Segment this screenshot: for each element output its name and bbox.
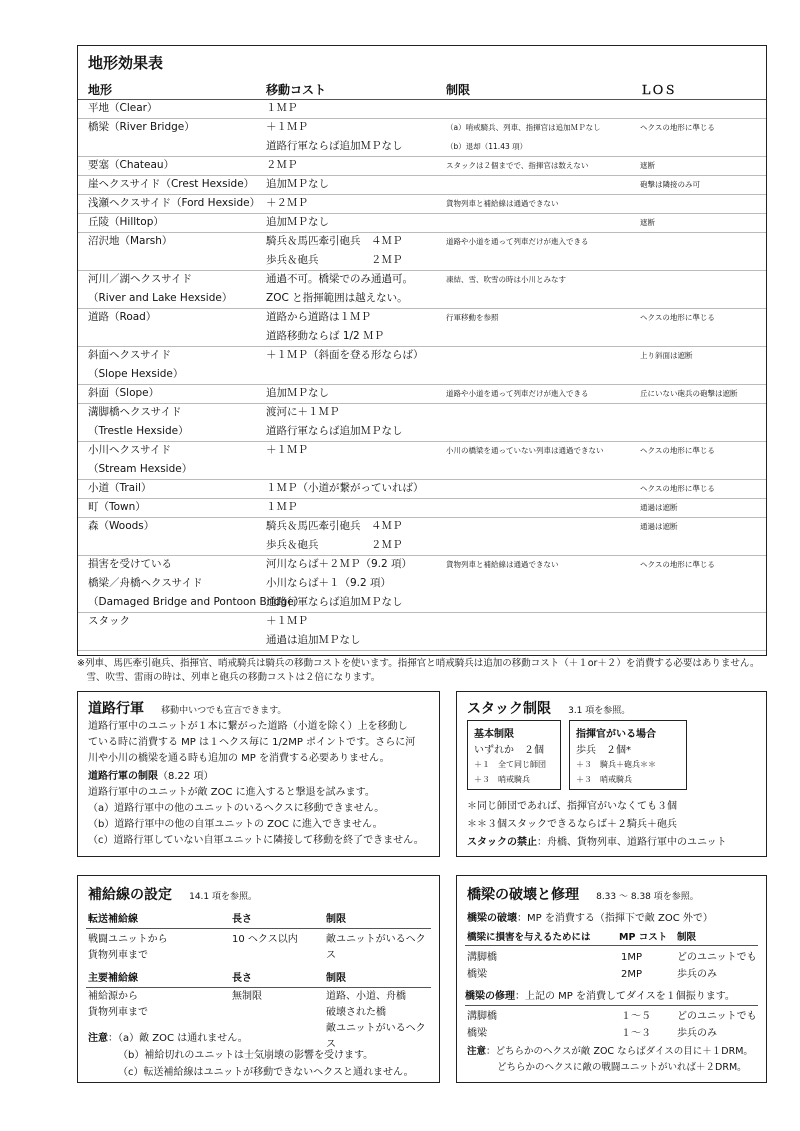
table-row	[78, 498, 766, 518]
supply-note-line: （c）転送補給線はユニットが移動できないヘクスと通れません。	[118, 1067, 414, 1078]
bridge-destroy-text: ：MP を消費する（指揮下で敵 ZOC 外で）	[517, 913, 713, 924]
commander-limit-item: ＋３ 哨戒騎兵	[576, 775, 632, 784]
los-cell	[640, 346, 693, 365]
table-row	[78, 270, 766, 309]
cost-cell-line: 渡河に＋１ＭＰ	[266, 406, 340, 418]
restriction-cell-line: 道路や小道を通って列車だけが進入できる	[446, 389, 589, 398]
terrain-cell	[88, 175, 254, 194]
road-march-limit-ref: （8.22 項）	[158, 771, 214, 782]
terrain-cell-line: 丘陵（Hilltop）	[88, 216, 164, 228]
table-row	[78, 232, 766, 271]
bridge-notes	[467, 1044, 753, 1076]
cost-cell-line: 追加ＭＰなし	[266, 216, 329, 228]
cost-cell-line: ２ＭＰ	[266, 159, 298, 171]
terrain-cell-line: 損害を受けている	[88, 558, 172, 570]
cost-cell-line: 歩兵＆砲兵 ２ＭＰ	[266, 539, 403, 551]
restriction-cell	[446, 384, 589, 403]
terrain-cell	[88, 403, 189, 441]
terrain-cell-line: 小道（Trail）	[88, 482, 152, 494]
los-cell	[640, 479, 715, 498]
terrain-footnote	[77, 657, 777, 685]
bridge-note-line: どちらかのヘクスに敵の戦闘ユニットがいれば＋２DRM。	[497, 1062, 747, 1073]
table-row	[78, 479, 766, 499]
supply-note-line: ：（a）敵 ZOC は通れません。	[108, 1033, 248, 1044]
footnote-line: ※列車、馬匹牽引砲兵、指揮官、哨戒騎兵は騎兵の移動コストを使います。指揮官と哨戒騎兵は追加の移動コスト（＋１or＋２）を消費する必要はありません。	[77, 658, 760, 669]
terrain-cell-line: 沼沢地（Marsh）	[88, 235, 173, 247]
restriction-cell	[446, 555, 559, 574]
table-row	[78, 156, 766, 176]
terrain-cell	[88, 384, 159, 403]
terrain-cell	[88, 479, 151, 498]
terrain-cell	[88, 517, 154, 536]
stack-footnote: ＊同じ師団であれば、指揮官がいなくても３個	[467, 801, 677, 812]
cost-cell	[266, 156, 298, 175]
bridge-title: 橋梁の破壊と修理	[467, 887, 579, 903]
terrain-cell	[88, 118, 195, 137]
cost-cell-line: ＋１ＭＰ	[266, 615, 308, 627]
bridge-cell: 1MP	[621, 952, 643, 963]
cost-cell-line: 道路移動ならば 1/2 ＭＰ	[266, 330, 385, 342]
restriction-cell-line: 凍結、雪、吹雪の時は小川とみなす	[446, 275, 566, 284]
los-cell-line: ヘクスの地形に準じる	[640, 484, 715, 493]
los-cell	[640, 498, 678, 517]
table-row	[78, 517, 766, 556]
restriction-cell-line: スタックは２個までで、指揮官は数えない	[446, 161, 589, 170]
cost-cell	[266, 270, 413, 308]
bridge-repair-rows	[467, 1008, 758, 1042]
cost-cell-line: 騎兵＆馬匹牽引砲兵 ４ＭＰ	[266, 235, 403, 247]
los-cell-line: 通過は遮断	[640, 503, 678, 512]
terrain-cell-line: （Trestle Hexside）	[88, 425, 189, 437]
road-march-limit-text: 道路行軍中のユニットが敵 ZOC に進入すると撃退を試みます。	[88, 787, 375, 798]
bridge-cell: 2MP	[621, 969, 643, 980]
cost-cell-line: ZOC と指揮範囲は越えない。	[266, 292, 408, 304]
bridge-cell: どのユニットでも	[677, 1011, 757, 1022]
cost-cell-line: １ＭＰ（小道が繋がっていれば）	[266, 482, 424, 494]
los-cell-line: 遮断	[640, 161, 655, 170]
supply-cell: 道路、小道、舟橋	[326, 991, 406, 1002]
restriction-cell-line: （b）退却（11.43 項）	[446, 142, 528, 151]
road-march-note: 移動中いつでも宣言できます。	[161, 706, 287, 716]
header-restriction: 制限	[446, 83, 471, 97]
table-row	[78, 175, 766, 195]
restriction-cell	[446, 232, 589, 251]
cost-cell-line: 河川ならば＋２ＭＰ（9.2 項）	[266, 558, 413, 570]
terrain-cell-line: 崖ヘクスサイド（Crest Hexside）	[88, 178, 255, 190]
cost-cell	[266, 517, 403, 555]
terrain-cell	[88, 270, 232, 308]
bridge-cell: 溝脚橋	[467, 1011, 497, 1022]
supply-notes-label: 注意	[88, 1033, 108, 1044]
col-restriction: 制限	[677, 932, 697, 943]
basic-limit-item: いずれか ２個	[474, 745, 544, 756]
terrain-cell	[88, 441, 192, 479]
cost-cell-line: １ＭＰ	[266, 102, 298, 114]
los-cell	[640, 156, 655, 175]
main-supply-header	[86, 969, 431, 988]
supply-notes	[88, 1030, 414, 1081]
basic-limit-item: ＋１ 全て同じ師団	[474, 760, 546, 769]
terrain-cell-line: 河川／湖ヘクスサイド	[88, 273, 192, 285]
cost-cell	[266, 403, 403, 441]
terrain-cell	[88, 232, 172, 251]
bridge-note: 8.33 ～ 8.38 項を参照。	[596, 892, 699, 902]
road-march-text: 道路行軍中のユニットが１本に繋がった道路（小道を除く）上を移動し	[88, 721, 408, 732]
terrain-cell-line: （Slope Hexside）	[88, 368, 184, 380]
bridge-cell: 溝脚橋	[467, 952, 497, 963]
road-march-limit-text: （b）道路行軍中の他の自軍ユニットの ZOC に進入できません。	[88, 819, 383, 830]
bridge-damage-header	[465, 929, 758, 946]
cost-cell	[266, 384, 329, 403]
bridge-repair-text: ：上記の MP を消費してダイスを１個振ります。	[515, 991, 735, 1002]
supply-cell: 貨物列車まで	[88, 950, 148, 961]
terrain-cell-line: 溝脚橋ヘクスサイド	[88, 406, 182, 418]
restriction-cell-line: （a）哨戒騎兵、列車、指揮官は追加ＭＰなし	[446, 123, 601, 132]
cost-cell	[266, 612, 361, 650]
table-row	[78, 308, 766, 347]
restriction-cell-line: 行軍移動を参照	[446, 313, 499, 322]
col-restriction: 制限	[326, 914, 346, 925]
terrain-cell	[88, 612, 130, 631]
terrain-table-title: 地形効果表	[88, 54, 164, 72]
road-march-limit-text: （a）道路行軍中の他のユニットのいるヘクスに移動できません。	[88, 803, 385, 814]
header-cost: 移動コスト	[266, 83, 327, 97]
road-march-box	[77, 691, 440, 857]
terrain-cell-line: 町（Town）	[88, 501, 146, 513]
bridge-cell: 橋梁	[467, 1028, 487, 1039]
los-cell-line: ヘクスの地形に準じる	[640, 446, 715, 455]
los-cell-line: 上り斜面は遮断	[640, 351, 693, 360]
col-damage: 橋梁に損害を与えるためには	[467, 932, 591, 943]
header-terrain: 地形	[88, 83, 113, 97]
table-row	[467, 1025, 758, 1042]
terrain-cell-line: 橋梁／舟橋ヘクスサイド	[88, 577, 203, 589]
los-cell-line: 通過は遮断	[640, 522, 678, 531]
terrain-cell-line: （River and Lake Hexside）	[88, 292, 233, 304]
road-march-limit-title: 道路行軍の制限	[88, 771, 158, 782]
terrain-effects-table	[77, 45, 767, 656]
supply-note: 14.1 項を参照。	[189, 892, 257, 902]
cost-cell-line: 通過は追加ＭＰなし	[266, 634, 361, 646]
header-los: ＬＯＳ	[640, 83, 677, 97]
restriction-cell-line: 貨物列車と補給線は通過できない	[446, 199, 559, 208]
stack-note: 3.1 項を参照。	[568, 706, 631, 716]
supply-cell: 破壊された橋	[326, 1007, 386, 1018]
commander-limit-item: 歩兵 ２個*	[576, 745, 631, 756]
table-row	[78, 612, 766, 651]
bridge-notes-label: 注意	[467, 1046, 487, 1057]
los-cell	[640, 555, 715, 574]
road-march-text: 川や小川の橋梁を通る時も追加の MP を消費する必要ありません。	[88, 753, 390, 764]
cost-cell-line: 騎兵＆馬匹牽引砲兵 ４ＭＰ	[266, 520, 403, 532]
supply-title: 補給線の設定	[88, 887, 172, 903]
col-restriction: 制限	[326, 973, 346, 984]
basic-limit-box	[467, 720, 561, 790]
cost-cell	[266, 194, 308, 213]
bridge-cell: １～３	[621, 1028, 651, 1039]
restriction-cell-line: 小川の橋梁を通っていない列車は通過できない	[446, 446, 604, 455]
col-length: 長さ	[232, 914, 252, 925]
terrain-cell-line: 浅瀬ヘクスサイド（Ford Hexside）	[88, 197, 261, 209]
cost-cell-line: ＋１ＭＰ	[266, 444, 308, 456]
supply-cell: 10 ヘクス以内	[232, 934, 298, 945]
cost-cell-line: ＋２ＭＰ	[266, 197, 308, 209]
supply-cell: 無制限	[232, 991, 262, 1002]
supply-cell: 補給源から	[88, 991, 138, 1002]
terrain-cell	[88, 346, 183, 384]
bridge-cell: １～５	[621, 1011, 651, 1022]
stack-ban-text: ：舟橋、貨物列車、道路行軍中のユニット	[537, 837, 727, 848]
cost-cell-line: 追加ＭＰなし	[266, 178, 329, 190]
restriction-cell	[446, 194, 559, 213]
cost-cell-line: 小川ならば＋１（9.2 項）	[266, 577, 392, 589]
los-cell-line: 遮断	[640, 218, 655, 227]
terrain-cell-line: 斜面ヘクスサイド	[88, 349, 171, 361]
road-march-text: ている時に消費する MP は１ヘクス毎に 1/2MP ポイントです。さらに河	[88, 737, 416, 748]
los-cell-line: ヘクスの地形に準じる	[640, 123, 715, 132]
bridge-damage-rows	[467, 949, 758, 983]
cost-cell-line: １ＭＰ	[266, 501, 298, 513]
bridge-cell: 橋梁	[467, 969, 487, 980]
terrain-cell	[88, 308, 156, 327]
cost-cell	[266, 99, 298, 118]
stack-footnote: ＊＊３個スタックできるならば＋２騎兵＋砲兵	[467, 819, 677, 830]
cost-cell	[266, 441, 308, 460]
supply-cell: 敵ユニットがいるヘクス	[326, 1023, 426, 1050]
terrain-cell	[88, 194, 260, 213]
restriction-cell	[446, 156, 588, 175]
terrain-cell	[88, 99, 157, 118]
cost-cell-line: ＋１ＭＰ（斜面を登る形ならば）	[266, 349, 424, 361]
restriction-cell	[446, 441, 604, 460]
bridge-cell: どのユニットでも	[677, 952, 757, 963]
bridge-repair-label: 橋梁の修理	[465, 991, 515, 1002]
los-cell	[640, 441, 715, 460]
cost-cell	[266, 498, 298, 517]
cost-cell	[266, 308, 384, 346]
terrain-cell-line: 要塞（Chateau）	[88, 159, 175, 171]
footnote-line: 雪、吹雪、雷雨の時は、列車と砲兵の移動コストは２倍になります。	[77, 672, 381, 683]
col-main: 主要補給線	[88, 973, 138, 984]
terrain-cell-line: （Damaged Bridge and Pontoon Bridge）	[88, 596, 305, 608]
los-cell-line: 丘にいない砲兵の砲撃は遮断	[640, 389, 738, 398]
terrain-cell-line: 小川ヘクスサイド	[88, 444, 171, 456]
table-row	[467, 1008, 758, 1025]
los-cell	[640, 175, 700, 194]
los-cell	[640, 213, 655, 232]
commander-limit-title: 指揮官がいる場合	[576, 729, 656, 740]
terrain-cell	[88, 156, 174, 175]
cost-cell	[266, 479, 424, 498]
road-march-title: 道路行軍	[88, 701, 144, 717]
commander-limit-item: ＋３ 騎兵＋砲兵＊＊	[576, 760, 656, 769]
cost-cell	[266, 213, 329, 232]
stack-ban-label: スタックの禁止	[467, 837, 537, 848]
table-row	[78, 403, 766, 442]
table-row	[78, 555, 766, 613]
bridge-note-line: ：どちらかのヘクスが敵 ZOC ならばダイスの目に＋１DRM。	[486, 1046, 753, 1057]
table-row	[467, 966, 758, 983]
cost-cell-line: 追加ＭＰなし	[266, 387, 329, 399]
bridge-cell: 歩兵のみ	[677, 969, 717, 980]
road-march-limit-text: （c）道路行軍していない自軍ユニットに隣接して移動を終了できません。	[88, 835, 424, 846]
terrain-cell-line: 斜面（Slope）	[88, 387, 160, 399]
table-row	[78, 384, 766, 404]
cost-cell	[266, 118, 403, 156]
transfer-supply-header	[86, 910, 431, 929]
terrain-cell-line: 森（Woods）	[88, 520, 155, 532]
col-transfer: 転送補給線	[88, 914, 138, 925]
bridge-destroy-label: 橋梁の破壊	[467, 913, 517, 924]
los-cell-line: ヘクスの地形に準じる	[640, 313, 715, 322]
supply-note-line: （b）補給切れのユニットは士気崩壊の影響を受けます。	[118, 1050, 374, 1061]
table-row	[78, 118, 766, 157]
terrain-cell-line: （Stream Hexside）	[88, 463, 193, 475]
terrain-cell	[88, 213, 164, 232]
cost-cell-line: 歩兵＆砲兵 ２ＭＰ	[266, 254, 403, 266]
basic-limit-title: 基本制限	[474, 729, 514, 740]
bridge-repair-line	[465, 987, 758, 1006]
cost-cell-line: ＋１ＭＰ	[266, 121, 308, 133]
basic-limit-item: ＋３ 哨戒騎兵	[474, 775, 530, 784]
col-length: 長さ	[232, 973, 252, 984]
table-row	[78, 346, 766, 385]
bridge-box	[456, 875, 767, 1083]
terrain-table-header	[78, 79, 766, 100]
restriction-cell	[446, 308, 499, 327]
commander-limit-box	[569, 720, 687, 790]
col-mp-cost: MP コスト	[619, 932, 668, 943]
cost-cell-line: 道路行軍ならば追加ＭＰなし	[266, 425, 403, 437]
stack-limit-box	[456, 691, 767, 857]
los-cell	[640, 118, 715, 137]
restriction-cell	[446, 270, 566, 289]
cost-cell-line: 道路行軍ならば追加ＭＰなし	[266, 596, 403, 608]
terrain-cell-line: 平地（Clear）	[88, 102, 158, 114]
bridge-cell: 歩兵のみ	[677, 1028, 717, 1039]
table-row	[78, 194, 766, 214]
cost-cell	[266, 346, 424, 365]
terrain-cell-line: 橋梁（River Bridge）	[88, 121, 195, 133]
terrain-cell	[88, 498, 146, 517]
supply-cell: 敵ユニットがいるヘクス	[326, 934, 426, 961]
supply-cell: 貨物列車まで	[88, 1007, 148, 1018]
restriction-cell-line: 道路や小道を通って列車だけが進入できる	[446, 237, 589, 246]
terrain-cell-line: 道路（Road）	[88, 311, 157, 323]
cost-cell-line: 道路行軍ならば追加ＭＰなし	[266, 140, 403, 152]
cost-cell-line: 道路から道路は１ＭＰ	[266, 311, 371, 323]
cost-cell	[266, 232, 403, 270]
restriction-cell-line: 貨物列車と補給線は通過できない	[446, 560, 559, 569]
restriction-cell	[446, 118, 601, 156]
supply-cell: 戦闘ユニットから	[88, 934, 168, 945]
table-row	[78, 213, 766, 233]
table-row	[78, 99, 766, 119]
terrain-cell-line: スタック	[88, 615, 130, 627]
stack-title: スタック制限	[467, 701, 551, 717]
cost-cell	[266, 555, 412, 612]
table-row	[467, 949, 758, 966]
cost-cell	[266, 175, 329, 194]
supply-line-box	[77, 875, 440, 1083]
los-cell	[640, 308, 715, 327]
los-cell-line: 砲撃は隣接のみ可	[640, 180, 700, 189]
table-row	[78, 441, 766, 480]
los-cell-line: ヘクスの地形に準じる	[640, 560, 715, 569]
cost-cell-line: 通過不可。橋梁でのみ通過可。	[266, 273, 413, 285]
los-cell	[640, 517, 678, 536]
los-cell	[640, 384, 738, 403]
